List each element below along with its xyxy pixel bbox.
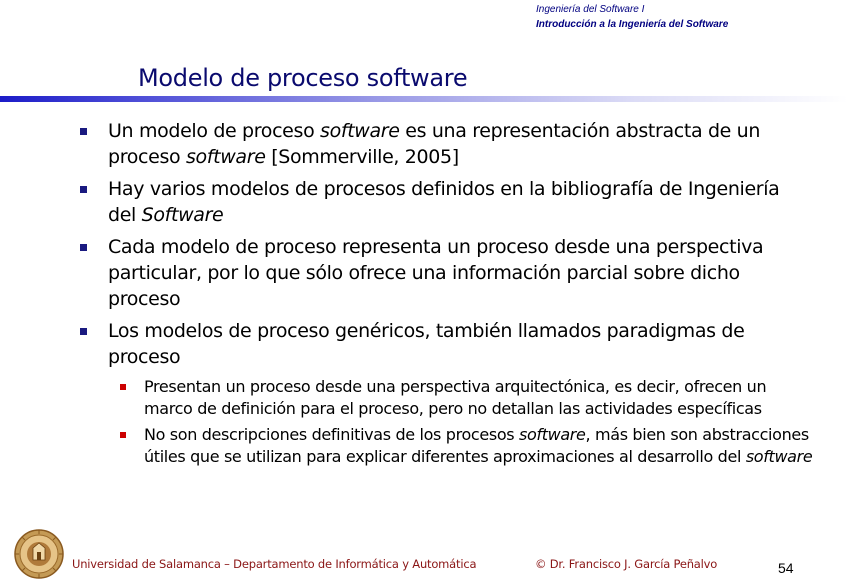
sub-bullet-text: Presentan un proceso desde una perspectiva arquitectónica, es decir, ofrecen un marco de definición para el proceso, pero no detallan las actividades específicas: [144, 377, 767, 418]
bullet-text-italic: Software: [141, 204, 224, 226]
bullet-list: [0, 118, 848, 472]
slide-title: Modelo de proceso software: [138, 64, 468, 92]
topic-name: Introducción a la Ingeniería del Software: [536, 19, 729, 30]
sub-bullet-text: No son descripciones definitivas de los procesos: [144, 425, 519, 444]
page-number: 54: [778, 560, 794, 576]
bullet-text: Hay varios modelos de procesos definidos en la bibliografía de Ingeniería del: [108, 178, 780, 226]
course-name: Ingeniería del Software I: [536, 4, 645, 15]
title-underline-bar: [0, 96, 848, 102]
sub-bullet-square-icon: [120, 432, 126, 438]
bullet-text: [Sommerville, 2005]: [265, 146, 459, 168]
bullet-square-icon: [80, 186, 87, 193]
bullet-item-1: [0, 118, 848, 170]
bullet-square-icon: [80, 128, 87, 135]
footer-institution: Universidad de Salamanca – Departamento de Informática y Automática: [72, 557, 477, 571]
bullet-text: Los modelos de proceso genéricos, también llamados paradigmas de proceso: [108, 320, 745, 368]
sub-bullet-item-1: [0, 376, 848, 420]
bullet-text: es una representación abstracta de un proceso: [108, 120, 761, 168]
bullet-text: Un modelo de proceso: [108, 120, 321, 142]
bullet-item-2: [0, 176, 848, 228]
bullet-text-italic: software: [320, 120, 400, 142]
bullet-text: Cada modelo de proceso representa un proceso desde una perspectiva particular, por lo que sólo ofrece una información parcial sobre dicho proceso: [108, 236, 764, 310]
bullet-square-icon: [80, 244, 87, 251]
bullet-square-icon: [80, 328, 87, 335]
university-seal-icon: [14, 528, 64, 584]
footer-author: © Dr. Francisco J. García Peñalvo: [535, 557, 718, 571]
bullet-text-italic: software: [185, 146, 266, 168]
slide-header: [536, 2, 728, 32]
bullet-item-3: [0, 234, 848, 312]
sub-bullet-square-icon: [120, 384, 126, 390]
sub-bullet-text-italic: software: [745, 447, 813, 466]
bullet-item-4: [0, 318, 848, 370]
sub-bullet-text: , más bien son abstracciones útiles que se utilizan para explicar diferentes aproximaciones al desarrollo del: [144, 425, 809, 466]
sub-bullet-item-2: [0, 424, 848, 468]
sub-bullet-text-italic: software: [518, 425, 586, 444]
